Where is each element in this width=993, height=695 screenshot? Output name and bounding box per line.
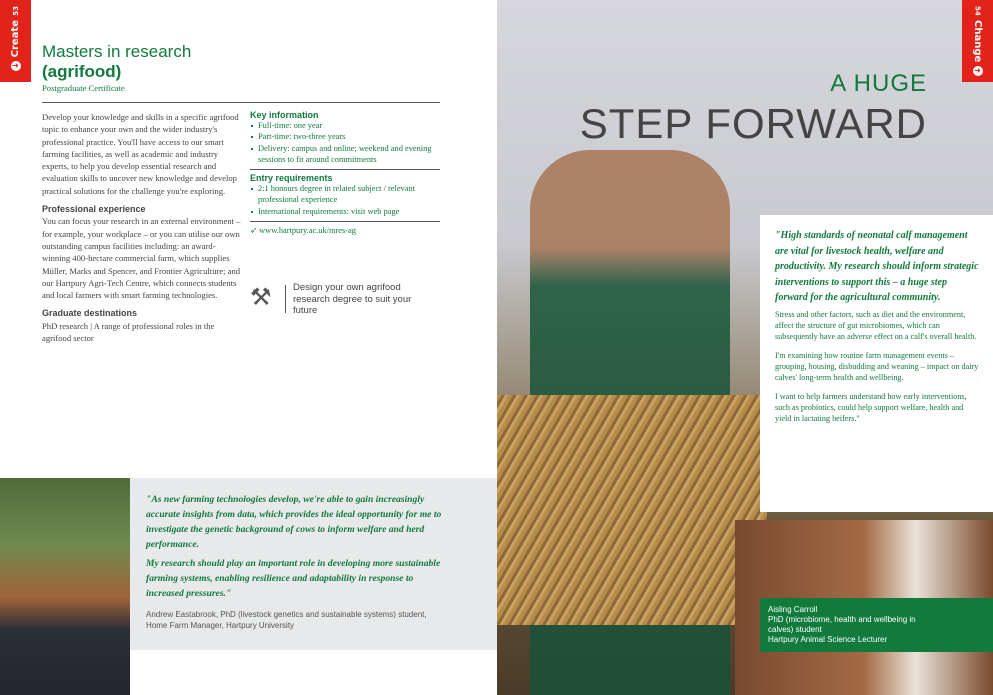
- quote2-lead: "High standards of neonatal calf management are vital for livestock health, welfare and productivity. My research should inform strategic interventions to support this – a huge step forward for the agricultural community.: [775, 230, 979, 303]
- create-tab[interactable]: [0, 0, 31, 82]
- key-info-item: Part-time: two-three years: [250, 131, 440, 142]
- callout-divider: [285, 285, 286, 313]
- student-photo: [0, 478, 130, 695]
- caption-role: PhD (microbiome, health and wellbeing in calves) student: [768, 615, 916, 634]
- arrow-icon: ➜: [974, 66, 981, 76]
- quote2-p1: Stress and other factors, such as diet and the environment, affect the structure of gut microbiomes, which can subsequently have an adverse effect on a calf's overall health.: [775, 309, 977, 341]
- page-number: 53: [11, 6, 20, 16]
- intro-text: Develop your knowledge and skills in a specific agrifood topic to enhance your own and the wider industry's professional practice. You'll have access to our smart farming facilities, as well as academic and industry experts, to help you develop essential research and evaluation skills to uncover new knowledge and develop practical solutions for the challenge you're exploring.: [42, 112, 239, 196]
- entry-heading: Entry requirements: [250, 173, 333, 184]
- caption-name: Aisling Carroll: [768, 605, 818, 614]
- key-info-item: Delivery: campus and online; weekend and evening sessions to fit around commitments: [250, 143, 440, 166]
- link-arrow-icon: ➶: [250, 226, 260, 236]
- course-title: Masters in research: [42, 42, 192, 61]
- tools-icon: ⚒: [250, 285, 272, 311]
- key-info-item: Full-time: one year: [250, 120, 440, 131]
- course-subtitle: (agrifood): [42, 62, 122, 81]
- quote1-p2: My research should play an important role in developing more sustainable farming systems, enabling resilience and adaptability in response to increased pressures.": [146, 558, 441, 599]
- caption-title: Hartpury Animal Science Lecturer: [768, 635, 888, 644]
- prof-heading: Professional experience: [42, 204, 146, 215]
- photo-caption: [760, 598, 993, 652]
- arrow-icon: ➜: [12, 61, 19, 71]
- web-link[interactable]: www.hartpury.ac.uk/mres-ag: [259, 226, 356, 236]
- section-label: Create: [10, 19, 21, 58]
- quote1-p1: "As new farming technologies develop, we're able to gain increasingly accurate insights from data, which provides the ideal opportunity for me to investigate the genetic background of cows to inform welfare and herd performance.: [146, 494, 442, 550]
- grad-heading: Graduate destinations: [42, 308, 138, 319]
- quote1-attribution: Andrew Eastabrook, PhD (livestock genetics and sustainable systems) student, Home Farm Manager, Hartpury University: [146, 610, 427, 630]
- award: Postgraduate Certificate: [42, 83, 125, 93]
- page-number: 54: [973, 6, 982, 16]
- prof-text: You can focus your research in an external environment – for example, your workplace – or you can utilise our own outstanding campus facilities including: an award-winning 400-hectare commercial farm, which supplies Müller, Marks and Spencer, and Frontier Agriculture; and our Hartpury Agri-Tech Centre, which connects students and local farmers with smart farming technologies.: [42, 216, 241, 301]
- entry-item: International requirements: visit web page: [250, 206, 440, 217]
- section-label: Change: [972, 19, 983, 63]
- callout-text: Design your own agrifood research degree to suit your future: [293, 282, 412, 316]
- key-info-heading: Key information: [250, 110, 319, 120]
- change-tab[interactable]: [962, 0, 993, 82]
- headline-line2: STEP FORWARD: [579, 100, 927, 147]
- quote2-p2: I'm examining how routine farm management events – grouping, housing, disbudding and weaning – impact on dairy calves' long-term health and wellbeing.: [775, 350, 979, 382]
- headline-line1: A HUGE: [830, 70, 927, 97]
- quote-box: [130, 478, 497, 650]
- grad-text: PhD research | A range of professional roles in the agrifood sector: [42, 320, 215, 344]
- quote2-box: [760, 215, 993, 512]
- entry-item: 2:1 honours degree in related subject / relevant professional experience: [250, 183, 440, 206]
- hay-feeder: [497, 395, 767, 625]
- divider: [42, 102, 440, 103]
- quote2-p3: I want to help farmers understand how early interventions, such as probiotics, could help support welfare, health and yield in lactating heifers.": [775, 391, 967, 423]
